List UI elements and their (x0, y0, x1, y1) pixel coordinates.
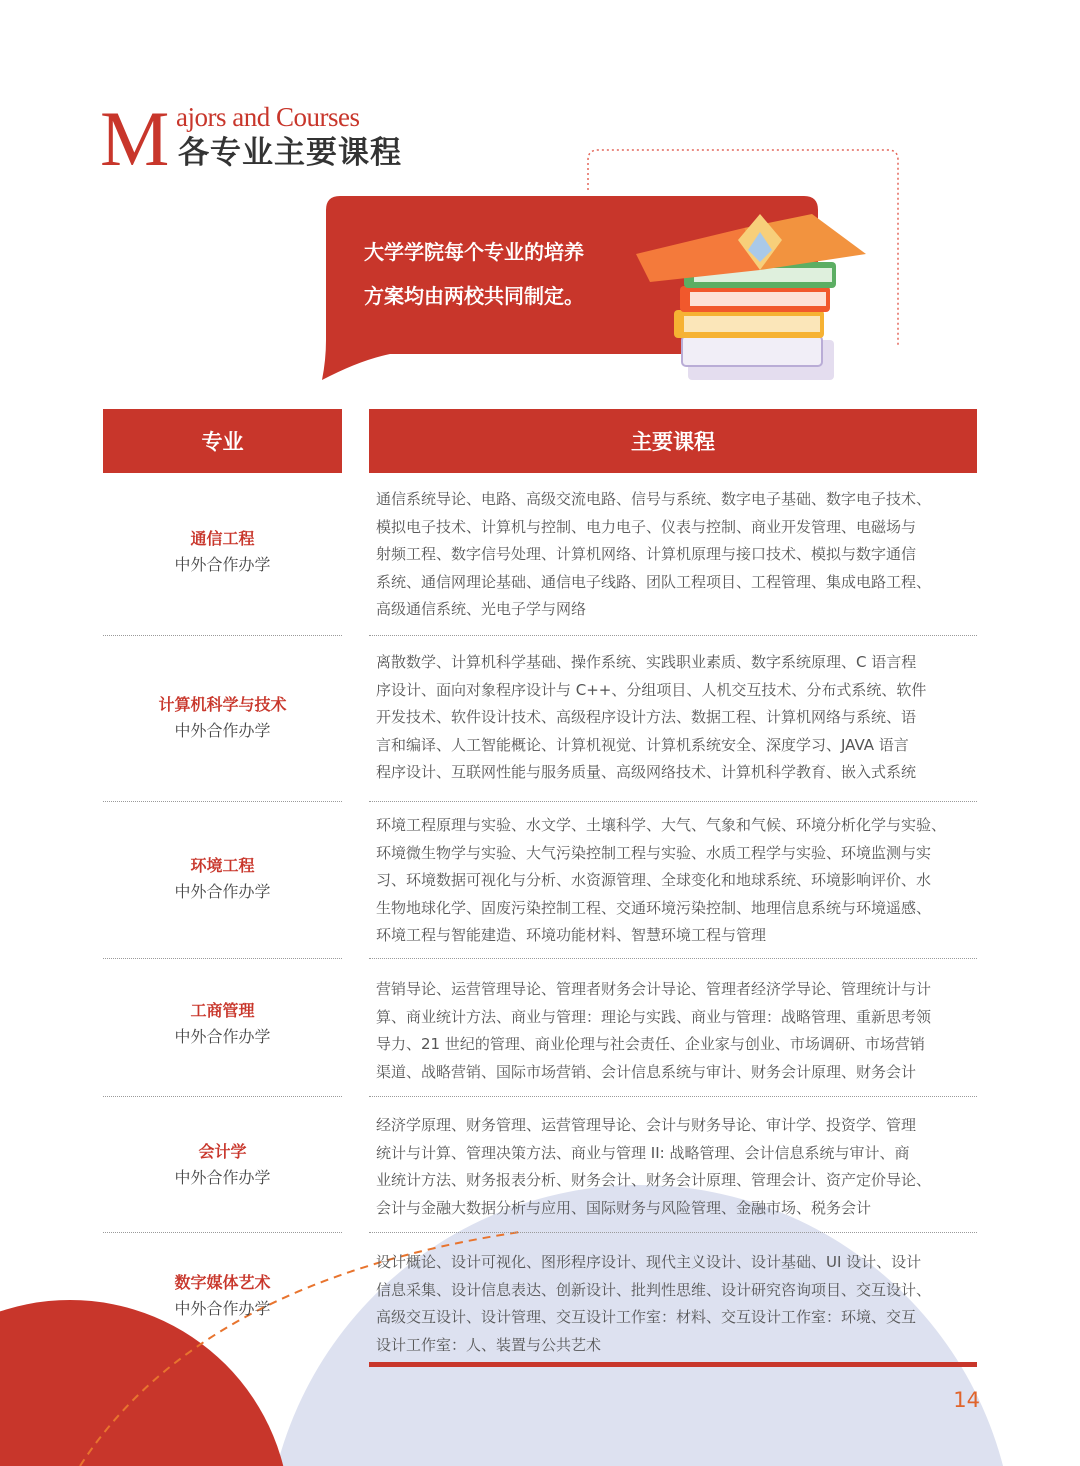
major-name: 环境工程 (190, 856, 255, 875)
page-number: 14 (953, 1388, 980, 1412)
course-list (376, 1249, 976, 1359)
row-divider (369, 801, 977, 802)
major-cell (103, 998, 342, 1050)
row-divider (369, 1096, 977, 1097)
course-line: 设计工作室：人、装置与公共艺术 (376, 1335, 602, 1354)
callout-line: 方案均由两校共同制定。 (364, 284, 584, 308)
course-line: 会计与金融大数据分析与应用、国际财务与风险管理、金融市场、税务会计 (376, 1198, 872, 1217)
table-bottom-bar (369, 1362, 977, 1367)
course-line: 高级交互设计、设计管理、交互设计工作室：材料、交互设计工作室：环境、交互 (376, 1308, 917, 1326)
course-line: 经济学原理、财务管理、运营管理导论、会计与财务导论、审计学、投资学、管理 (376, 1116, 917, 1134)
major-name: 通信工程 (190, 529, 255, 548)
row-divider (103, 801, 342, 802)
table-header-courses: 主要课程 (369, 409, 977, 473)
table-header-major: 专业 (103, 409, 342, 473)
title-initial: M (100, 95, 170, 182)
course-line: 通信系统导论、电路、高级交流电路、信号与系统、数字电子基础、数字电子技术、 (376, 490, 932, 508)
row-divider (103, 1096, 342, 1097)
course-line: 环境微生物学与实验、大气污染控制工程与实验、水质工程学与实验、环境监测与实 (376, 843, 932, 862)
course-line: 统计与计算、管理决策方法、商业与管理 II: 战略管理、会计信息系统与审计、商 (376, 1143, 910, 1162)
row-divider (369, 1232, 977, 1233)
row-divider (103, 958, 342, 959)
row-divider (103, 1232, 342, 1233)
row-divider (369, 958, 977, 959)
major-name: 会计学 (198, 1142, 247, 1161)
course-line: 系统、通信网理论基础、通信电子线路、团队工程项目、工程管理、集成电路工程、 (376, 572, 932, 591)
course-list (376, 486, 976, 624)
row-divider (103, 635, 342, 636)
course-list (376, 1112, 976, 1222)
course-list (376, 976, 976, 1086)
program-type: 中外合作办学 (174, 555, 271, 574)
course-line: 环境工程原理与实验、水文学、土壤科学、大气、气象和气候、环境分析化学与实验、 (376, 816, 947, 834)
major-cell (103, 853, 342, 905)
course-line: 营销导论、运营管理导论、管理者财务会计导论、管理者经济学导论、管理统计与计 (376, 980, 932, 998)
course-line: 环境工程与智能建造、环境功能材料、智慧环境工程与管理 (376, 926, 767, 944)
course-line: 渠道、战略营销、国际市场营销、会计信息系统与审计、财务会计原理、财务会计 (376, 1062, 917, 1081)
course-line: 序设计、面向对象程序设计与 C++、分组项目、人机交互技术、分布式系统、软件 (376, 680, 927, 699)
program-type: 中外合作办学 (174, 882, 271, 901)
course-list (376, 812, 976, 950)
course-line: 高级通信系统、光电子学与网络 (376, 600, 587, 618)
program-type: 中外合作办学 (174, 1299, 271, 1318)
course-line: 信息采集、设计信息表达、创新设计、批判性思维、设计研究咨询项目、交互设计、 (376, 1280, 932, 1299)
title-chinese: 各专业主要课程 (178, 135, 402, 171)
major-cell (103, 1139, 342, 1191)
course-list (376, 649, 976, 787)
course-line: 模拟电子技术、计算机与控制、电力电子、仪表与控制、商业开发管理、电磁场与 (376, 517, 917, 536)
course-line: 算、商业统计方法、商业与管理：理论与实践、商业与管理：战略管理、重新思考领 (376, 1007, 932, 1026)
course-line: 业统计方法、财务报表分析、财务会计、财务会计原理、管理会计、资产定价导论、 (376, 1171, 932, 1189)
major-name: 数字媒体艺术 (174, 1273, 271, 1292)
course-line: 言和编译、人工智能概论、计算机视觉、计算机系统安全、深度学习、JAVA 语言 (376, 735, 909, 754)
major-cell (103, 526, 342, 578)
course-line: 习、环境数据可视化与分析、水资源管理、全球变化和地球系统、环境影响评价、水 (376, 871, 932, 889)
course-line: 射频工程、数字信号处理、计算机网络、计算机原理与接口技术、模拟与数字通信 (376, 545, 917, 563)
row-divider (369, 635, 977, 636)
callout-line: 大学学院每个专业的培养 (364, 240, 584, 264)
program-type: 中外合作办学 (174, 1168, 271, 1187)
major-name: 计算机科学与技术 (158, 695, 287, 714)
course-line: 导力、21 世纪的管理、商业伦理与社会责任、企业家与创业、市场调研、市场营销 (376, 1035, 925, 1053)
major-cell (103, 692, 342, 744)
major-cell (103, 1270, 342, 1322)
course-line: 离散数学、计算机科学基础、操作系统、实践职业素质、数字系统原理、C 语言程 (376, 653, 917, 671)
course-line: 程序设计、互联网性能与服务质量、高级网络技术、计算机科学教育、嵌入式系统 (376, 763, 917, 781)
course-line: 开发技术、软件设计技术、高级程序设计方法、数据工程、计算机网络与系统、语 (376, 708, 917, 726)
program-type: 中外合作办学 (174, 721, 271, 740)
callout-text (364, 230, 634, 318)
course-line: 设计概论、设计可视化、图形程序设计、现代主义设计、设计基础、UI 设计、设计 (376, 1253, 922, 1271)
major-name: 工商管理 (190, 1001, 255, 1020)
program-type: 中外合作办学 (174, 1027, 271, 1046)
course-line: 生物地球化学、固废污染控制工程、交通环境污染控制、地理信息系统与环境遥感、 (376, 898, 932, 917)
title-english: ajors and Courses (176, 102, 360, 132)
